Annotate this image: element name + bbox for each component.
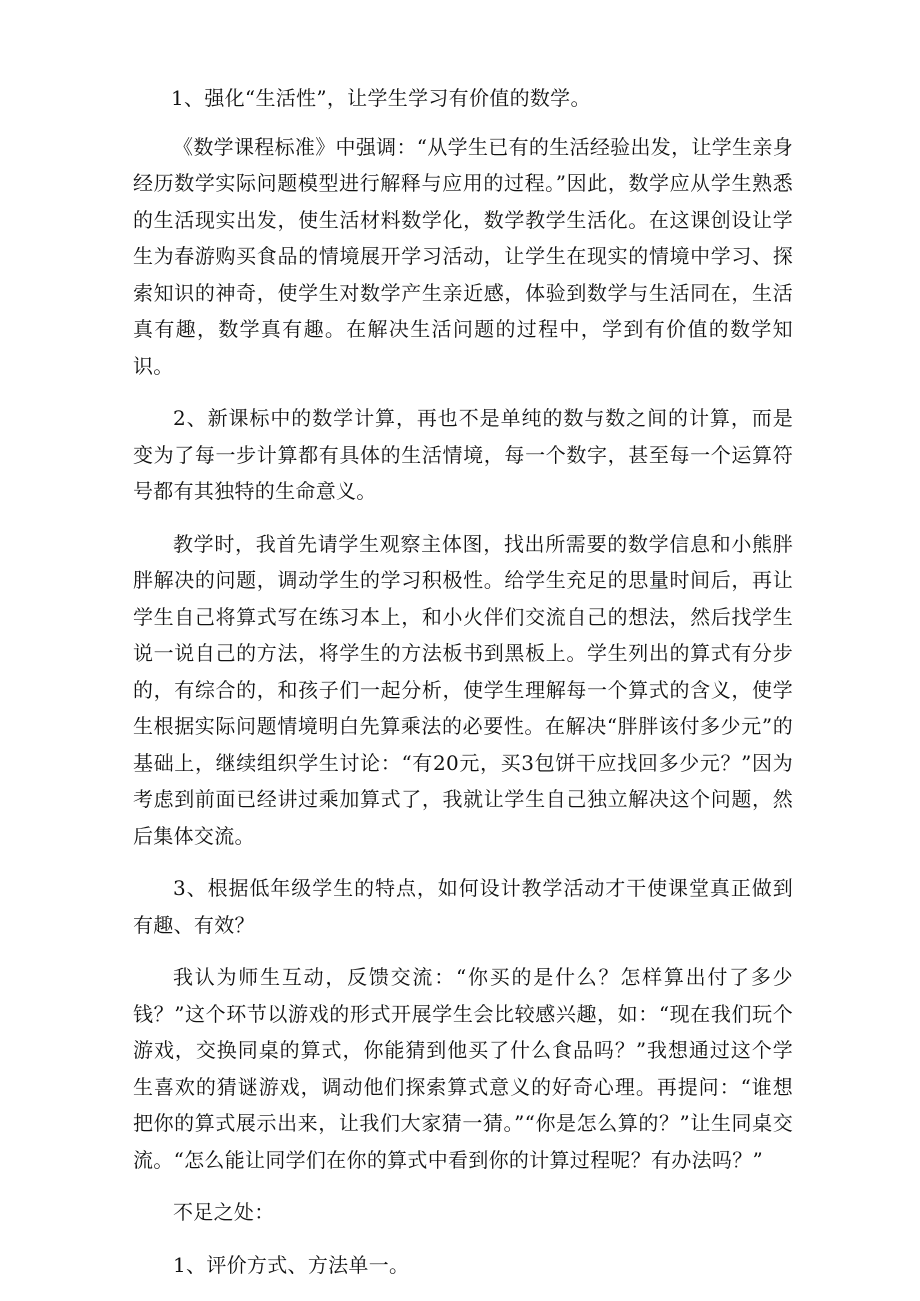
paragraph-curriculum-standard: 《数学课程标准》中强调：“从学生已有的生活经验出发，让学生亲身经历数学实际问题模型进行解释与应用的过程。”因此，数学应从学生熟悉的生活现实出发，使生活材料数学化，数学教学生活化。在这课创设让学生为春游购买食品的情境展开学习活动，让学生在现实的情境中学习、探索知识的神奇，使学生对数学产生亲近感，体验到数学与生活同在，生活真有趣，数学真有趣。在解决生活问题的过程中，学到有价值的数学知识。 xyxy=(133,134,793,378)
document-body xyxy=(133,80,793,1297)
section-heading-2: 2、新课标中的数学计算，再也不是单纯的数与数之间的计算，而是变为了每一步计算都有具体的生活情境，每一个数字，甚至每一个运算符号都有其独特的生命意义。 xyxy=(133,406,793,503)
paragraph-shortcoming-1: 1、评价方式、方法单一。 xyxy=(173,1252,410,1277)
section-heading-3: 3、根据低年级学生的特点，如何设计教学活动才干使课堂真正做到有趣、有效？ xyxy=(133,876,793,937)
section-heading-1: 1、强化“生活性”，让学生学习有价值的数学。 xyxy=(171,86,591,110)
paragraph-teaching-process: 教学时，我首先请学生观察主体图，找出所需要的数学信息和小熊胖胖解决的问题，调动学生的学习积极性。给学生充足的思量时间后，再让学生自己将算式写在练习本上，和小火伴们交流自己的想法，然后找学生说一说自己的方法，将学生的方法板书到黑板上。学生列出的算式有分步的，有综合的，和孩子们一起分析，使学生理解每一个算式的含义，使学生根据实际问题情境明白先算乘法的必要性。在解决“胖胖该付多少元”的基础上，继续组织学生讨论：“有20元，买3包饼干应找回多少元？”因为考虑到前面已经讲过乘加算式了，我就让学生自己独立解决这个问题，然后集体交流。 xyxy=(133,531,793,848)
paragraph-shortcomings-title: 不足之处： xyxy=(173,1200,275,1224)
paragraph-interaction: 我认为师生互动，反馈交流：“你买的是什么？怎样算出付了多少钱？”这个环节以游戏的形式开展学生会比较感兴趣，如：“现在我们玩个游戏，交换同桌的算式，你能猜到他买了什么食品吗？”我想通过这个学生喜欢的猜谜游戏，调动他们探索算式意义的好奇心理。再提问：“谁想把你的算式展示出来，让我们大家猜一猜。”“你是怎么算的？”让生同桌交流。“怎么能让同学们在你的算式中看到你的计算过程呢？有办法吗？” xyxy=(133,965,793,1172)
